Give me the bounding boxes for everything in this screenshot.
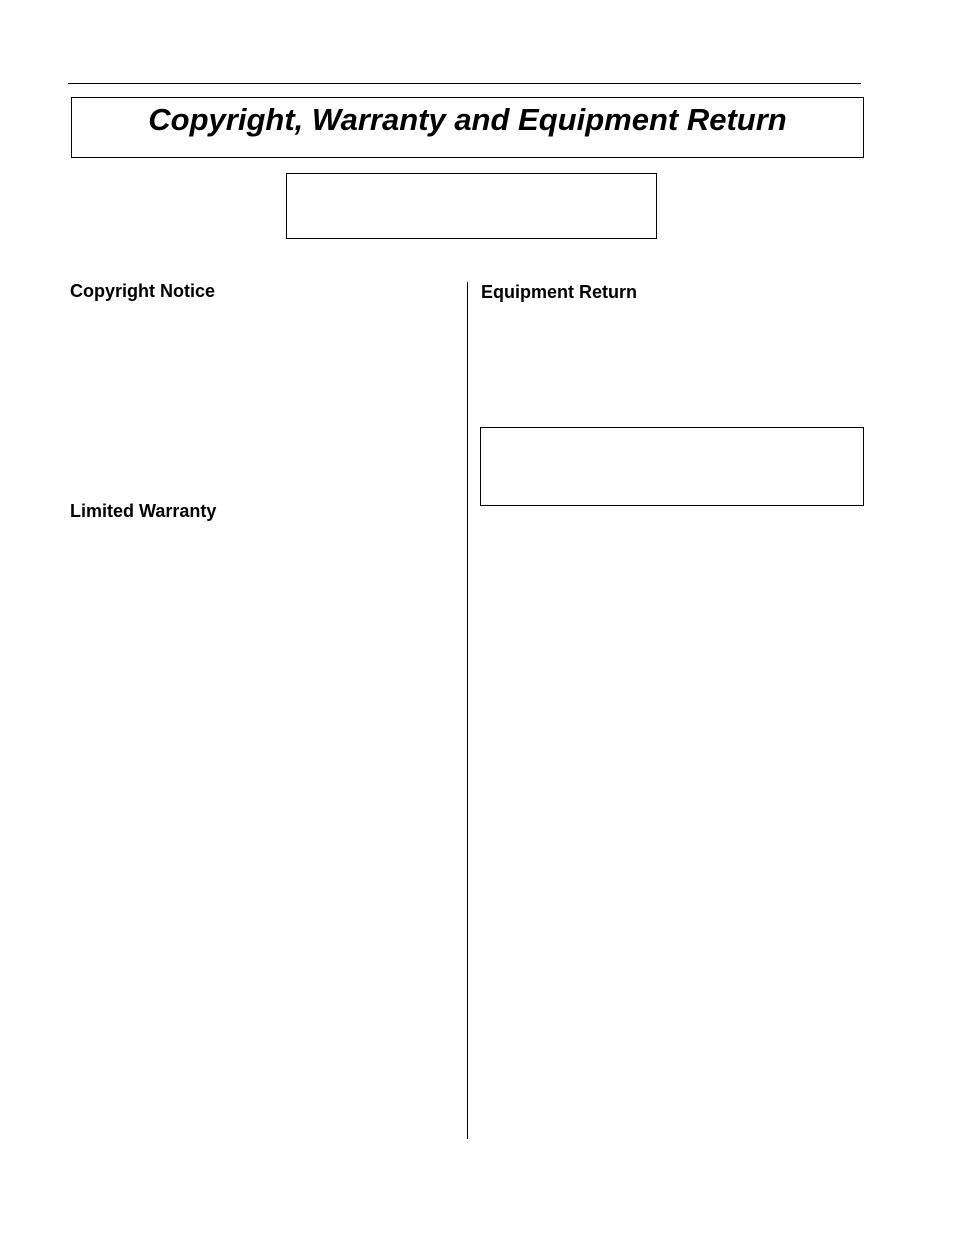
center-empty-box [286,173,657,239]
column-divider [467,282,468,1139]
equipment-return-heading: Equipment Return [481,282,637,302]
page-title: Copyright, Warranty and Equipment Return [148,102,787,137]
equipment-return-box [480,427,864,506]
top-horizontal-rule [68,83,861,84]
title-box [71,97,864,158]
limited-warranty-heading: Limited Warranty [70,501,217,521]
copyright-notice-heading: Copyright Notice [70,281,216,301]
